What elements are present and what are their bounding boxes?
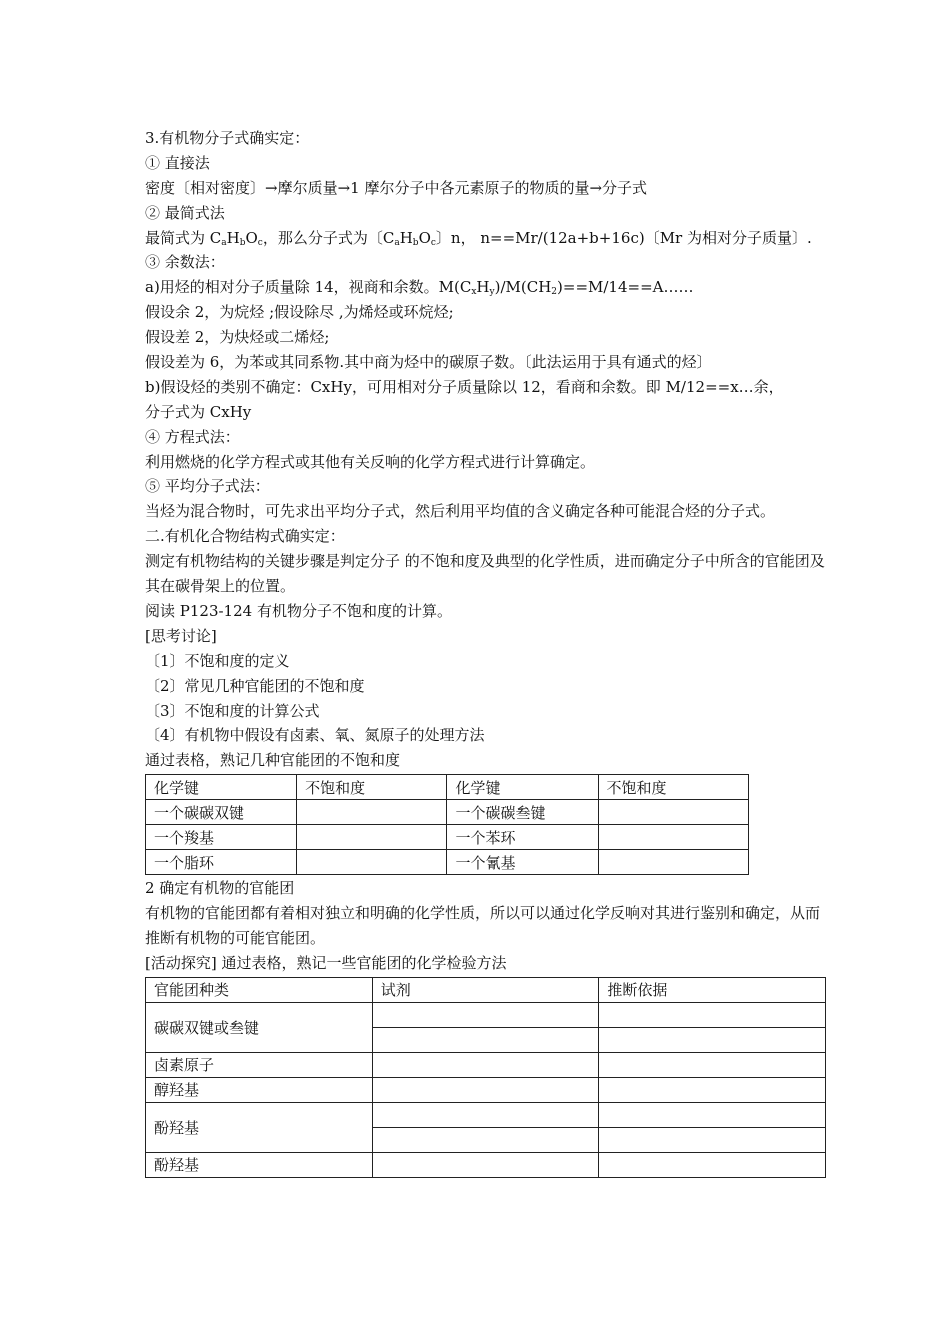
table-cell: 一个碳碳叁键 bbox=[447, 800, 598, 825]
unsaturation-table bbox=[145, 774, 749, 875]
table-row bbox=[146, 1052, 826, 1077]
table-cell-blank bbox=[599, 1127, 826, 1152]
method-equation-desc: 利用燃烧的化学方程式或其他有关反响的化学方程式进行计算确定。 bbox=[145, 452, 596, 471]
remainder-rule-b: b)假设烃的类别不确定：CxHy，可用相对分子质量除以 12，看商和余数。即 M/12==x…余， bbox=[145, 377, 784, 396]
method-simplest: ② 最简式法 bbox=[145, 203, 225, 222]
table-cell-blank bbox=[599, 1027, 826, 1052]
table-cell: 一个苯环 bbox=[447, 825, 598, 850]
table-cell-blank bbox=[599, 1002, 826, 1027]
table-header-row bbox=[146, 775, 749, 800]
section-title-structure: 二.有机化合物结构式确实定： bbox=[145, 527, 345, 546]
remainder-rule-1: 假设余 2，为烷烃 ;假设除尽 ,为烯烃或环烷烃; bbox=[145, 303, 454, 322]
table-header-cell: 官能团种类 bbox=[146, 977, 373, 1002]
table-cell-blank bbox=[599, 1102, 826, 1127]
table-row bbox=[146, 1102, 826, 1127]
table-cell: 酚羟基 bbox=[146, 1102, 373, 1152]
reading-note: 阅读 P123-124 有机物分子不饱和度的计算。 bbox=[145, 601, 452, 620]
table-cell-blank bbox=[297, 825, 447, 850]
table-cell: 一个脂环 bbox=[146, 850, 297, 875]
table-row bbox=[146, 1077, 826, 1102]
functional-groups-desc: 有机物的官能团都有着相对独立和明确的化学性质，所以可以通过化学反响对其进行鉴别和确定，从而推断有机物的可能官能团。 bbox=[145, 904, 821, 947]
structure-desc: 测定有机物结构的关键步骤是判定分子 的不饱和度及典型的化学性质，进而确定分子中所含的官能团及其在碳骨架上的位置。 bbox=[145, 552, 825, 596]
table-cell-blank bbox=[599, 1077, 826, 1102]
discussion-item-3: 〔3〕不饱和度的计算公式 bbox=[145, 701, 320, 720]
table-cell-blank bbox=[372, 1102, 599, 1127]
discussion-item-1: 〔1〕不饱和度的定义 bbox=[145, 651, 290, 670]
table-row bbox=[146, 1002, 826, 1027]
table-header-cell: 不饱和度 bbox=[598, 775, 748, 800]
table-cell-blank bbox=[372, 1152, 599, 1177]
table-header-cell: 推断依据 bbox=[599, 977, 826, 1002]
table1-caption: 通过表格，熟记几种官能团的不饱和度 bbox=[145, 751, 401, 770]
remainder-rule-b-cont: 分子式为 CxHy bbox=[145, 402, 252, 421]
table-cell-blank bbox=[598, 800, 748, 825]
table-cell: 一个氰基 bbox=[447, 850, 598, 875]
table-cell: 酚羟基 bbox=[146, 1152, 373, 1177]
discussion-item-2: 〔2〕常见几种官能团的不饱和度 bbox=[145, 676, 365, 695]
method-remainder: ③ 余数法： bbox=[145, 253, 225, 272]
functional-group-test-table bbox=[145, 977, 826, 1178]
activity-heading: [活动探究] 通过表格，熟记一些官能团的化学检验方法 bbox=[145, 953, 507, 972]
table-cell-blank bbox=[599, 1152, 826, 1177]
table-header-row bbox=[146, 977, 826, 1002]
table-header-cell: 化学键 bbox=[447, 775, 598, 800]
table-cell-blank bbox=[372, 1027, 599, 1052]
table-row bbox=[146, 850, 749, 875]
method-average: ⑤ 平均分子式法： bbox=[145, 477, 270, 496]
table-row bbox=[146, 800, 749, 825]
discussion-heading: [思考讨论] bbox=[145, 626, 217, 645]
document-page bbox=[145, 126, 825, 1178]
table-header-cell: 不饱和度 bbox=[297, 775, 447, 800]
table-cell: 一个碳碳双键 bbox=[146, 800, 297, 825]
table-cell: 一个羧基 bbox=[146, 825, 297, 850]
table-cell-blank bbox=[599, 1052, 826, 1077]
method-direct-desc: 密度〔相对密度〕→摩尔质量→1 摩尔分子中各元素原子的物质的量→分子式 bbox=[145, 178, 648, 197]
remainder-rule-2: 假设差 2，为炔烃或二烯烃; bbox=[145, 328, 330, 347]
table-cell: 醇羟基 bbox=[146, 1077, 373, 1102]
method-direct: ① 直接法 bbox=[145, 153, 210, 172]
table-cell-blank bbox=[372, 1127, 599, 1152]
table-cell-blank bbox=[598, 825, 748, 850]
table-cell-blank bbox=[598, 850, 748, 875]
table-cell: 碳碳双键或叁键 bbox=[146, 1002, 373, 1052]
simplest-formula-line: 最简式为 $C_aH_bO_c$，那么分子式为〔$C_aH_bO_c$〕n， n==Mr/(12a+b+16c)〔Mr 为相对分子质量〕. bbox=[145, 228, 812, 248]
section-title-functional-groups: 2 确定有机物的官能团 bbox=[145, 879, 295, 898]
table-cell-blank bbox=[297, 850, 447, 875]
table-cell-blank bbox=[372, 1077, 599, 1102]
remainder-rule-3: 假设差为 6，为苯或其同系物.其中商为烃中的碳原子数。〔此法运用于具有通式的烃〕 bbox=[145, 353, 712, 372]
table-row bbox=[146, 825, 749, 850]
table-cell: 卤素原子 bbox=[146, 1052, 373, 1077]
section-title-molecular-formula: 3.有机物分子式确实定： bbox=[145, 129, 310, 147]
method-equation: ④ 方程式法： bbox=[145, 427, 240, 446]
table-cell-blank bbox=[372, 1002, 599, 1027]
table-header-cell: 试剂 bbox=[372, 977, 599, 1002]
table-cell-blank bbox=[372, 1052, 599, 1077]
discussion-item-4: 〔4〕有机物中假设有卤素、氧、氮原子的处理方法 bbox=[145, 726, 485, 745]
table-cell-blank bbox=[297, 800, 447, 825]
table-row bbox=[146, 1152, 826, 1177]
method-average-desc: 当烃为混合物时，可先求出平均分子式，然后利用平均值的含义确定各种可能混合烃的分子式。 bbox=[145, 502, 776, 521]
table-header-cell: 化学键 bbox=[146, 775, 297, 800]
remainder-formula-line: a)用烃的相对分子质量除 14，视商和余数。$M(C_xH_y)/M(CH_2)==M/14==A\dots\dots$ bbox=[145, 278, 694, 298]
